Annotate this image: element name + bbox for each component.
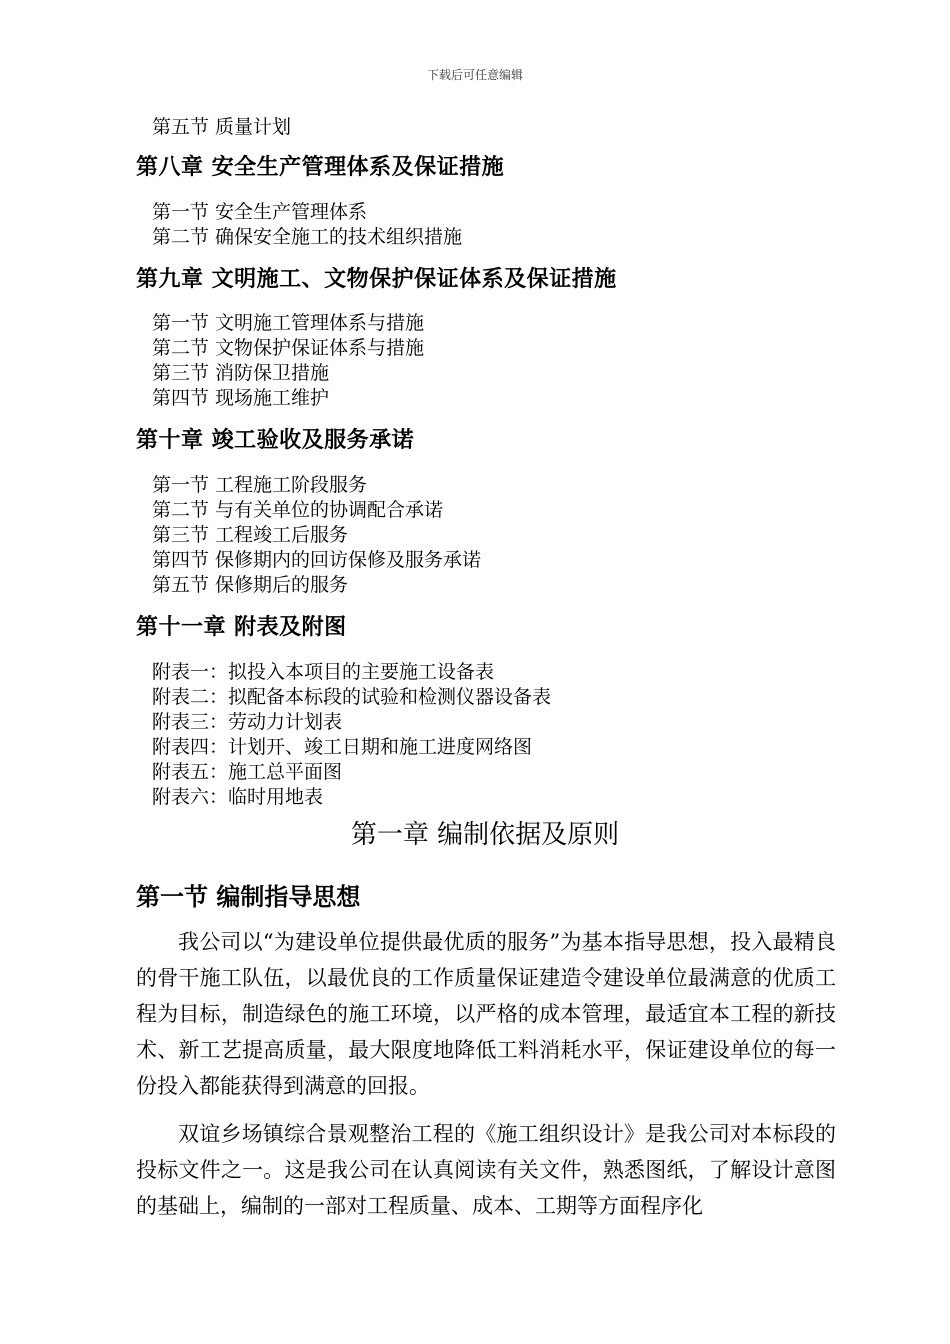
toc-section-item: 第四节 保修期内的回访保修及服务承诺 <box>152 549 482 571</box>
toc-appendix-item: 附表二：拟配备本标段的试验和检测仪器设备表 <box>152 686 552 708</box>
toc-appendix-item: 附表三：劳动力计划表 <box>152 711 343 733</box>
toc-section-item: 第一节 工程施工阶段服务 <box>152 474 368 496</box>
toc-appendix-item: 附表五：施工总平面图 <box>152 761 343 783</box>
toc-section-item: 第五节 保修期后的服务 <box>152 574 349 596</box>
toc-section-item: 第一节 文明施工管理体系与措施 <box>152 312 425 334</box>
body-paragraph: 双谊乡场镇综合景观整治工程的《施工组织设计》是我公司对本标段的投标文件之一。这是我公司在认真阅读有关文件，熟悉图纸，了解设计意图的基础上，编制的一部对工程质量、成本、工期等方面程序化 <box>136 1122 836 1218</box>
toc-appendix-item: 附表四：计划开、竣工日期和施工进度网络图 <box>152 736 533 758</box>
toc-chapter-10: 第十章 竣工验收及服务承诺 <box>136 428 415 453</box>
body-paragraph: 我公司以“为建设单位提供最优质的服务”为基本指导思想，投入最精良的骨干施工队伍，以最优良的工作质量保证建造令建设单位最满意的优质工程为目标，制造绿色的施工环境，以严格的成本管理，最适宜本工程的新技术、新工艺提高质量，最大限度地降低工料消耗水平，保证建设单位的每一份投入都能获得到满意的回报。 <box>136 930 836 1098</box>
toc-section-item: 第一节 安全生产管理体系 <box>152 201 368 223</box>
toc-chapter-9: 第九章 文明施工、文物保护保证体系及保证措施 <box>136 267 617 292</box>
toc-appendix-item: 附表一：拟投入本项目的主要施工设备表 <box>152 661 495 683</box>
toc-appendix-item: 附表六：临时用地表 <box>152 786 324 808</box>
chapter-title: 第一章 编制依据及原则 <box>350 820 620 850</box>
toc-chapter-11: 第十一章 附表及附图 <box>136 615 347 640</box>
toc-section-item: 第五节 质量计划 <box>152 116 292 138</box>
toc-section-item: 第二节 与有关单位的协调配合承诺 <box>152 499 444 521</box>
section-title: 第一节 编制指导思想 <box>136 883 361 911</box>
toc-section-item: 第二节 文物保护保证体系与措施 <box>152 337 425 359</box>
toc-chapter-8: 第八章 安全生产管理体系及保证措施 <box>136 155 505 180</box>
toc-section-item: 第三节 消防保卫措施 <box>152 362 330 384</box>
toc-section-item: 第二节 确保安全施工的技术组织措施 <box>152 226 463 248</box>
page-header: 下载后可任意编辑 <box>426 68 523 82</box>
toc-section-item: 第四节 现场施工维护 <box>152 387 330 409</box>
toc-section-item: 第三节 工程竣工后服务 <box>152 524 349 546</box>
